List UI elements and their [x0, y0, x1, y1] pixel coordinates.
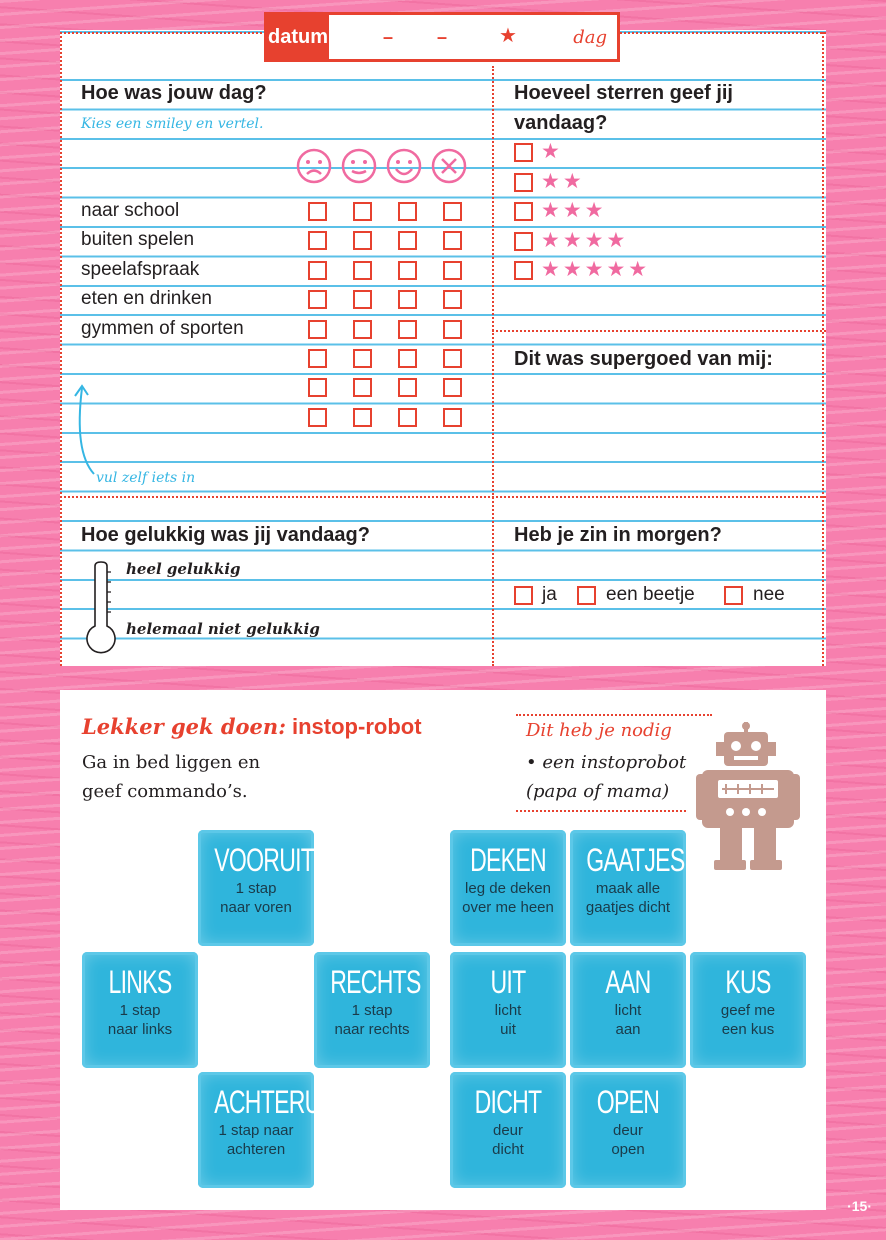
- stars-title-2: vandaag?: [514, 112, 608, 134]
- smiley-checkbox[interactable]: [353, 290, 372, 309]
- date-separator-1: –: [383, 27, 394, 47]
- tile-kus-line-1: geef me: [720, 1002, 776, 1019]
- happy-face-icon: [386, 148, 422, 184]
- star-checkbox-1[interactable]: [514, 143, 533, 162]
- activity-intro-line-2: geef commando’s.: [82, 781, 248, 802]
- tile-achteruit: [198, 1072, 340, 1188]
- tile-dicht-title: DICHT: [474, 1084, 542, 1120]
- star-rating-3: ★★★: [541, 199, 607, 222]
- activity-playdate: speelafspraak: [81, 259, 200, 280]
- smiley-checkbox[interactable]: [443, 378, 462, 397]
- tile-uit-line-2: uit: [500, 1021, 516, 1038]
- smiley-checkbox[interactable]: [443, 320, 462, 339]
- tile-vooruit-line-2: naar voren: [220, 899, 292, 916]
- arrow-up-icon: [72, 382, 102, 478]
- activity-school: naar school: [81, 200, 180, 221]
- super-title: Dit was supergoed van mij:: [514, 348, 773, 370]
- need-item-1: • een instoprobot: [526, 752, 687, 773]
- tomorrow-option-ja: ja: [542, 584, 557, 605]
- tomorrow-checkbox-beetje[interactable]: [577, 586, 596, 605]
- smiley-checkbox[interactable]: [308, 320, 327, 339]
- tile-uit-line-1: licht: [494, 1002, 522, 1019]
- smiley-checkbox[interactable]: [353, 408, 372, 427]
- happy-bottom-label: helemaal niet gelukkig: [126, 620, 320, 638]
- tile-aan: [570, 952, 686, 1068]
- tile-links-line-1: 1 stap: [119, 1002, 161, 1019]
- star-rating-2: ★★: [541, 170, 585, 193]
- tile-achteruit-line-1: 1 stap naar: [218, 1122, 294, 1139]
- star-rating-4: ★★★★: [541, 229, 629, 252]
- neutral-face-icon: [341, 148, 377, 184]
- activity-intro: [82, 748, 312, 806]
- smiley-checkbox[interactable]: [353, 231, 372, 250]
- star-checkbox-2[interactable]: [514, 173, 533, 192]
- smiley-checkbox[interactable]: [308, 231, 327, 250]
- right-row-divider: [492, 330, 826, 332]
- smiley-checkbox[interactable]: [353, 349, 372, 368]
- smiley-checkbox[interactable]: [398, 320, 417, 339]
- tile-aan-line-1: licht: [614, 1002, 642, 1019]
- smiley-checkbox[interactable]: [353, 320, 372, 339]
- row-divider: [60, 496, 826, 498]
- smiley-checkbox[interactable]: [308, 408, 327, 427]
- fill-in-hint: vul zelf iets in: [96, 470, 196, 486]
- tile-dicht-line-2: dicht: [492, 1141, 524, 1158]
- smiley-checkbox[interactable]: [308, 349, 327, 368]
- need-bottom-divider: [516, 810, 686, 812]
- star-checkbox-3[interactable]: [514, 202, 533, 221]
- smiley-checkbox[interactable]: [398, 202, 417, 221]
- smiley-checkbox[interactable]: [398, 378, 417, 397]
- happy-top-label: heel gelukkig: [126, 560, 241, 578]
- tomorrow-checkbox-nee[interactable]: [724, 586, 743, 605]
- tile-gaatjes-line-2: gaatjes dicht: [585, 899, 671, 916]
- stars-title-1: Hoeveel sterren geef jij: [514, 82, 733, 104]
- robot-icon: [696, 722, 800, 870]
- smiley-checkbox[interactable]: [398, 349, 417, 368]
- tile-kus-line-2: een kus: [721, 1021, 775, 1038]
- activity-label-prefix: Lekker gek doen:: [82, 714, 286, 739]
- smiley-checkbox[interactable]: [353, 202, 372, 221]
- tile-kus: [690, 952, 806, 1068]
- smiley-checkbox[interactable]: [398, 261, 417, 280]
- tomorrow-option-nee: nee: [753, 584, 785, 605]
- tile-links-title: LINKS: [108, 964, 172, 1000]
- tile-uit-title: UIT: [490, 964, 526, 1000]
- smiley-checkbox[interactable]: [398, 408, 417, 427]
- smiley-checkbox[interactable]: [353, 378, 372, 397]
- thermometer-icon: [84, 560, 118, 656]
- datum-label: datum: [267, 15, 329, 59]
- smiley-checkbox[interactable]: [308, 261, 327, 280]
- smiley-checkbox[interactable]: [308, 202, 327, 221]
- tile-achteruit-line-2: achteren: [226, 1141, 286, 1158]
- tile-deken-title: DEKEN: [470, 842, 546, 878]
- smiley-checkbox[interactable]: [443, 231, 462, 250]
- need-list: [526, 748, 686, 806]
- tile-rechts-title: RECHTS: [330, 964, 421, 1000]
- activity-label-title: instop-robot: [292, 714, 422, 739]
- tile-vooruit: [198, 830, 314, 946]
- activity-outside: buiten spelen: [81, 229, 195, 250]
- tile-dicht-line-1: deur: [492, 1122, 524, 1139]
- tile-aan-title: AAN: [605, 964, 651, 1000]
- smiley-checkbox[interactable]: [443, 202, 462, 221]
- activity-sport: gymmen of sporten: [81, 318, 244, 339]
- tile-open-title: OPEN: [596, 1084, 660, 1120]
- star-rating-1: ★: [541, 140, 563, 163]
- date-header: [264, 12, 620, 62]
- need-title: Dit heb je nodig: [526, 720, 672, 741]
- day-title: Hoe was jouw dag?: [81, 82, 267, 104]
- tile-uit: [450, 952, 566, 1068]
- tile-open-line-2: open: [611, 1141, 645, 1158]
- tile-open: [570, 1072, 686, 1188]
- tomorrow-option-beetje: een beetje: [606, 584, 695, 605]
- star-checkbox-4[interactable]: [514, 232, 533, 251]
- tile-rechts: [314, 952, 430, 1068]
- smiley-checkbox[interactable]: [443, 261, 462, 280]
- star-checkbox-5[interactable]: [514, 261, 533, 280]
- tile-links-line-2: naar links: [107, 1021, 173, 1038]
- smiley-checkbox[interactable]: [398, 290, 417, 309]
- activity-intro-line-1: Ga in bed liggen en: [82, 752, 261, 773]
- tile-deken-line-1: leg de deken: [465, 880, 551, 897]
- smiley-checkbox[interactable]: [443, 290, 462, 309]
- tile-rechts-line-2: naar rechts: [334, 1021, 410, 1038]
- tile-deken-line-2: over me heen: [462, 899, 554, 916]
- cross-icon: [431, 148, 467, 184]
- tile-aan-line-2: aan: [615, 1021, 641, 1038]
- smiley-checkbox[interactable]: [443, 408, 462, 427]
- smiley-checkbox[interactable]: [443, 349, 462, 368]
- tomorrow-title: Heb je zin in morgen?: [514, 524, 722, 546]
- tile-gaatjes-title: GAATJES: [586, 842, 685, 878]
- tile-gaatjes-line-1: maak alle: [595, 880, 661, 897]
- activity-eating: eten en drinken: [81, 288, 212, 309]
- left-border: [60, 32, 62, 666]
- day-hint: Kies een smiley en vertel.: [81, 116, 264, 132]
- tile-kus-title: KUS: [725, 964, 771, 1000]
- sad-face-icon: [296, 148, 332, 184]
- right-border: [822, 32, 824, 666]
- journal-sheet: [60, 30, 826, 666]
- tile-links: [82, 952, 198, 1068]
- star-rating-5: ★★★★★: [541, 258, 651, 281]
- smiley-checkbox[interactable]: [308, 290, 327, 309]
- smiley-checkbox[interactable]: [398, 231, 417, 250]
- tile-gaatjes: [570, 830, 686, 946]
- tile-deken: [450, 830, 566, 946]
- activity-panel: [60, 690, 826, 1210]
- tile-vooruit-line-1: 1 stap: [235, 880, 277, 897]
- star-icon: ★: [499, 25, 517, 47]
- page-number: ·15·: [847, 1198, 872, 1214]
- happy-title: Hoe gelukkig was jij vandaag?: [81, 524, 370, 546]
- tile-achteruit-title: ACHTERUIT: [214, 1084, 340, 1120]
- dag-label: dag: [573, 27, 607, 48]
- tile-dicht: [450, 1072, 566, 1188]
- tile-open-line-1: deur: [612, 1122, 644, 1139]
- smiley-checkbox[interactable]: [308, 378, 327, 397]
- tomorrow-checkbox-ja[interactable]: [514, 586, 533, 605]
- center-divider: [492, 66, 494, 666]
- smiley-checkbox[interactable]: [353, 261, 372, 280]
- tile-rechts-line-1: 1 stap: [351, 1002, 393, 1019]
- need-item-2: (papa of mama): [526, 781, 670, 802]
- need-top-divider: [516, 714, 712, 716]
- date-separator-2: –: [437, 27, 448, 47]
- tile-vooruit-title: VOORUIT: [214, 842, 315, 878]
